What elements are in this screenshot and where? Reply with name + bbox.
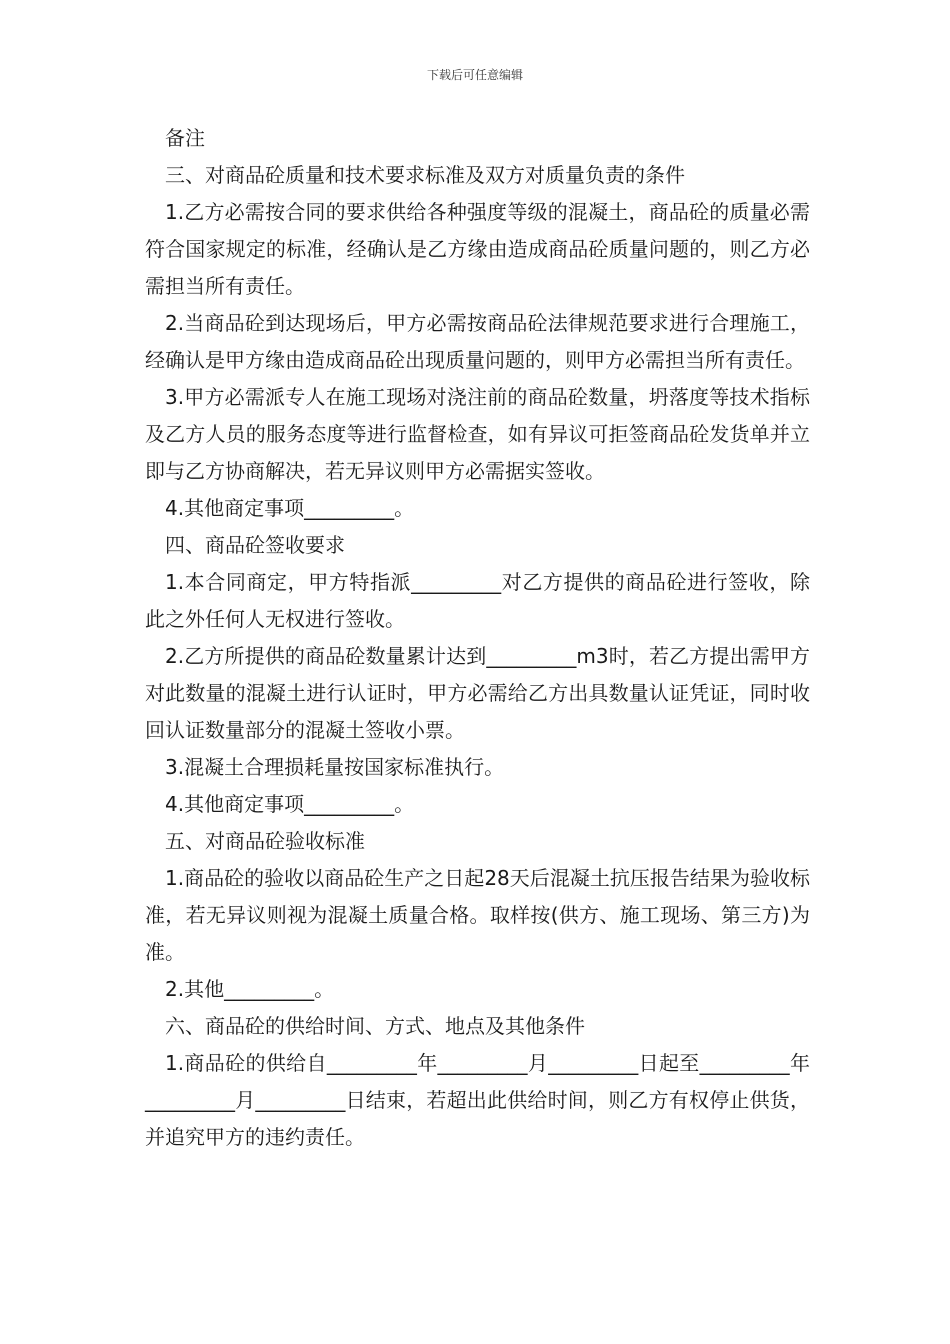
clause-paragraph: 2.乙方所提供的商品砼数量累计达到_________m3时，若乙方提出需甲方对此数量的混凝土进行认证时，甲方必需给乙方出具数量认证凭证，同时收回认证数量部分的混凝土签收小票。 [145, 644, 810, 742]
clause-paragraph: 1.乙方必需按合同的要求供给各种强度等级的混凝土，商品砼的质量必需符合国家规定的标准，经确认是乙方缘由造成商品砼质量问题的，则乙方必需担当所有责任。 [145, 200, 810, 298]
section-heading: 五、对商品砼验收标准 [165, 829, 365, 853]
remarks-label: 备注 [165, 126, 205, 150]
clause-paragraph: 1.商品砼的供给自_________年_________月_________日起至_________年_________月_________日结束，若超出此供给时间，则乙方有权停止供货，并追究甲方的违约责任。 [145, 1051, 810, 1149]
clause-paragraph: 1.本合同商定，甲方特指派_________对乙方提供的商品砼进行签收，除此之外任何人无权进行签收。 [145, 570, 810, 631]
clause-paragraph: 3.甲方必需派专人在施工现场对浇注前的商品砼数量，坍落度等技术指标及乙方人员的服务态度等进行监督检查，如有异议可拒签商品砼发货单并立即与乙方协商解决，若无异议则甲方必需据实签收。 [145, 385, 810, 483]
page-header: 下载后可任意编辑 [426, 68, 523, 82]
clause-paragraph: 1.商品砼的验收以商品砼生产之日起28天后混凝土抗压报告结果为验收标准，若无异议则视为混凝土质量合格。取样按(供方、施工现场、第三方)为准。 [145, 866, 810, 964]
clause-paragraph: 4.其他商定事项_________。 [165, 496, 415, 520]
clause-paragraph: 2.当商品砼到达现场后，甲方必需按商品砼法律规范要求进行合理施工，经确认是甲方缘由造成商品砼出现质量问题的，则甲方必需担当所有责任。 [145, 311, 810, 372]
document-body [145, 120, 810, 1156]
clause-paragraph: 2.其他_________。 [165, 977, 335, 1001]
section-heading: 三、对商品砼质量和技术要求标准及双方对质量负责的条件 [165, 163, 685, 187]
section-heading: 四、商品砼签收要求 [165, 533, 345, 557]
clause-paragraph: 4.其他商定事项_________。 [165, 792, 415, 816]
section-heading: 六、商品砼的供给时间、方式、地点及其他条件 [165, 1014, 585, 1038]
clause-paragraph: 3.混凝土合理损耗量按国家标准执行。 [165, 755, 505, 779]
